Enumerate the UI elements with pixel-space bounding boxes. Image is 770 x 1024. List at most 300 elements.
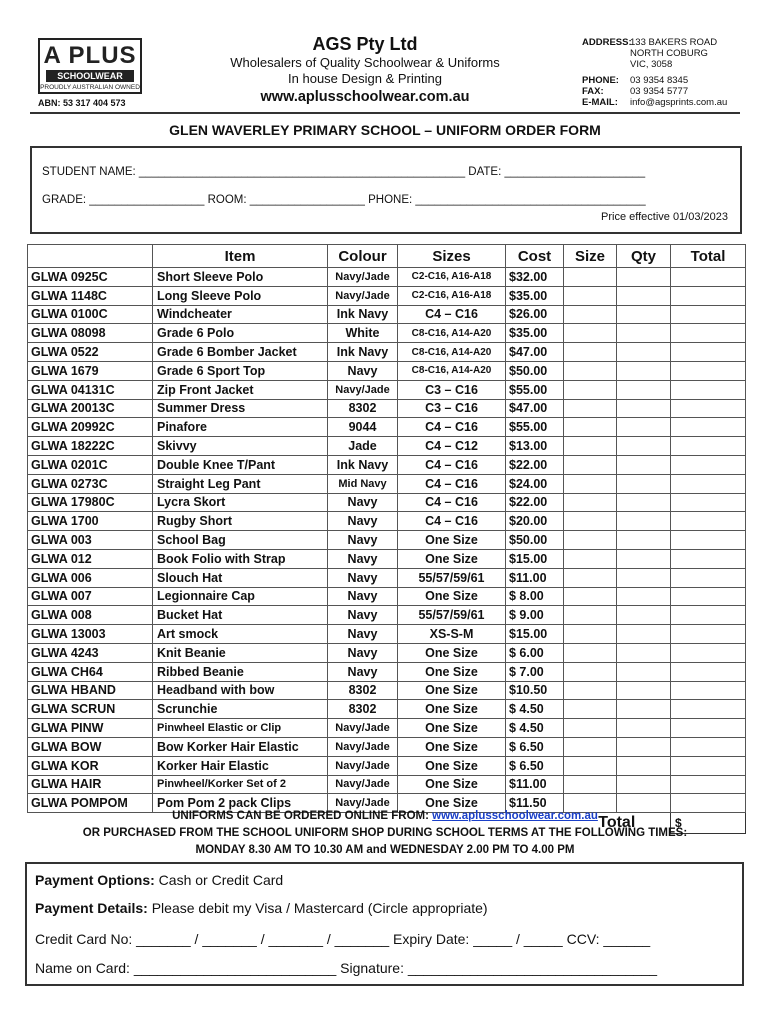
item-name: Pinwheel Elastic or Clip bbox=[153, 719, 328, 738]
item-code: GLWA 4243 bbox=[28, 643, 153, 662]
email-label: E-MAIL: bbox=[582, 97, 618, 108]
item-sizes: One Size bbox=[398, 737, 506, 756]
header-qty: Qty bbox=[617, 245, 671, 268]
item-code: GLWA POMPOM bbox=[28, 794, 153, 813]
item-code: GLWA 012 bbox=[28, 549, 153, 568]
item-cost: $22.00 bbox=[506, 455, 564, 474]
item-colour: 9044 bbox=[328, 418, 398, 437]
item-cost: $32.00 bbox=[506, 268, 564, 287]
size-entry[interactable] bbox=[564, 568, 617, 587]
item-name: Pinwheel/Korker Set of 2 bbox=[153, 775, 328, 794]
table-row bbox=[28, 493, 746, 512]
item-colour: White bbox=[328, 324, 398, 343]
table-row bbox=[28, 305, 746, 324]
item-colour: Navy/Jade bbox=[328, 756, 398, 775]
item-code: GLWA 007 bbox=[28, 587, 153, 606]
qty-entry[interactable] bbox=[617, 437, 671, 456]
item-name: Ribbed Beanie bbox=[153, 662, 328, 681]
table-row bbox=[28, 737, 746, 756]
size-entry[interactable] bbox=[564, 775, 617, 794]
item-sizes: C4 – C16 bbox=[398, 305, 506, 324]
total-entry[interactable] bbox=[671, 493, 746, 512]
qty-entry[interactable] bbox=[617, 719, 671, 738]
grand-total-label: Total bbox=[598, 814, 636, 832]
contact-block bbox=[582, 37, 727, 108]
student-details-box bbox=[30, 146, 742, 234]
item-name: School Bag bbox=[153, 531, 328, 550]
item-sizes: C3 – C16 bbox=[398, 399, 506, 418]
total-entry[interactable] bbox=[671, 606, 746, 625]
table-row bbox=[28, 380, 746, 399]
company-website: www.aplusschoolwear.com.au bbox=[260, 89, 470, 105]
table-row bbox=[28, 700, 746, 719]
header-cost: Cost bbox=[506, 245, 564, 268]
item-colour: Navy bbox=[328, 606, 398, 625]
total-entry[interactable] bbox=[671, 531, 746, 550]
qty-entry[interactable] bbox=[617, 531, 671, 550]
total-entry[interactable] bbox=[671, 737, 746, 756]
item-colour: Navy bbox=[328, 662, 398, 681]
item-cost: $ 6.00 bbox=[506, 643, 564, 662]
item-code: GLWA KOR bbox=[28, 756, 153, 775]
qty-entry[interactable] bbox=[617, 474, 671, 493]
item-colour: 8302 bbox=[328, 399, 398, 418]
company-heading bbox=[200, 34, 530, 105]
item-cost: $24.00 bbox=[506, 474, 564, 493]
qty-entry[interactable] bbox=[617, 305, 671, 324]
item-name: Skivvy bbox=[153, 437, 328, 456]
qty-entry[interactable] bbox=[617, 455, 671, 474]
item-sizes: C8-C16, A14-A20 bbox=[398, 343, 506, 362]
payment-options-value: Cash or Credit Card bbox=[154, 872, 284, 888]
item-name: Knit Beanie bbox=[153, 643, 328, 662]
item-code: GLWA 0100C bbox=[28, 305, 153, 324]
item-colour: Jade bbox=[328, 437, 398, 456]
total-entry[interactable] bbox=[671, 380, 746, 399]
ordering-notice bbox=[0, 808, 770, 859]
header-size: Size bbox=[564, 245, 617, 268]
item-sizes: C8-C16, A14-A20 bbox=[398, 324, 506, 343]
item-cost: $55.00 bbox=[506, 418, 564, 437]
item-cost: $ 6.50 bbox=[506, 737, 564, 756]
size-entry[interactable] bbox=[564, 268, 617, 287]
size-entry[interactable] bbox=[564, 343, 617, 362]
item-cost: $50.00 bbox=[506, 531, 564, 550]
size-entry[interactable] bbox=[564, 625, 617, 644]
item-sizes: C4 – C16 bbox=[398, 512, 506, 531]
fax-number: 03 9354 5777 bbox=[630, 86, 689, 97]
total-entry[interactable] bbox=[671, 474, 746, 493]
item-name: Double Knee T/Pant bbox=[153, 455, 328, 474]
item-code: GLWA 003 bbox=[28, 531, 153, 550]
fax-label: FAX: bbox=[582, 86, 604, 97]
size-entry[interactable] bbox=[564, 305, 617, 324]
size-entry[interactable] bbox=[564, 643, 617, 662]
item-colour: Navy bbox=[328, 361, 398, 380]
size-entry[interactable] bbox=[564, 531, 617, 550]
item-code: GLWA 1679 bbox=[28, 361, 153, 380]
item-cost: $11.50 bbox=[506, 794, 564, 813]
size-entry[interactable] bbox=[564, 474, 617, 493]
email-address: info@agsprints.com.au bbox=[630, 97, 728, 108]
qty-entry[interactable] bbox=[617, 361, 671, 380]
item-code: GLWA CH64 bbox=[28, 662, 153, 681]
uniform-order-table bbox=[27, 244, 746, 834]
item-cost: $47.00 bbox=[506, 343, 564, 362]
item-name: Headband with bow bbox=[153, 681, 328, 700]
table-row bbox=[28, 474, 746, 493]
item-sizes: 55/57/59/61 bbox=[398, 568, 506, 587]
size-entry[interactable] bbox=[564, 719, 617, 738]
item-sizes: One Size bbox=[398, 531, 506, 550]
qty-entry[interactable] bbox=[617, 662, 671, 681]
item-code: GLWA 17980C bbox=[28, 493, 153, 512]
credit-card-line[interactable]: Credit Card No: _______ / _______ / _______ / _______ Expiry Date: _____ / _____ CCV: ______ bbox=[35, 931, 651, 947]
header-divider bbox=[30, 112, 740, 114]
item-code: GLWA 18222C bbox=[28, 437, 153, 456]
size-entry[interactable] bbox=[564, 437, 617, 456]
qty-entry[interactable] bbox=[617, 343, 671, 362]
abn-number: ABN: 53 317 404 573 bbox=[38, 98, 126, 108]
item-code: GLWA PINW bbox=[28, 719, 153, 738]
tagline-wholesale: Wholesalers of Quality Schoolwear & Uniforms bbox=[230, 55, 500, 70]
item-sizes: One Size bbox=[398, 794, 506, 813]
size-entry[interactable] bbox=[564, 549, 617, 568]
item-sizes: C4 – C16 bbox=[398, 474, 506, 493]
qty-entry[interactable] bbox=[617, 700, 671, 719]
form-title: GLEN WAVERLEY PRIMARY SCHOOL – UNIFORM ORDER FORM bbox=[169, 122, 601, 138]
item-cost: $ 4.50 bbox=[506, 719, 564, 738]
grade-room-phone-line[interactable]: GRADE: __________________ ROOM: __________________ PHONE: ____________________________________ bbox=[42, 194, 646, 206]
item-sizes: C4 – C12 bbox=[398, 437, 506, 456]
item-sizes: One Size bbox=[398, 775, 506, 794]
table-row bbox=[28, 343, 746, 362]
size-entry[interactable] bbox=[564, 662, 617, 681]
payment-box bbox=[25, 862, 744, 986]
total-entry[interactable] bbox=[671, 418, 746, 437]
shop-hours: MONDAY 8.30 AM TO 10.30 AM and WEDNESDAY 2.00 PM TO 4.00 PM bbox=[195, 844, 575, 856]
total-entry[interactable] bbox=[671, 343, 746, 362]
total-entry[interactable] bbox=[671, 662, 746, 681]
total-entry[interactable] bbox=[671, 512, 746, 531]
item-name: Straight Leg Pant bbox=[153, 474, 328, 493]
item-colour: Navy/Jade bbox=[328, 380, 398, 399]
item-name: Slouch Hat bbox=[153, 568, 328, 587]
size-entry[interactable] bbox=[564, 380, 617, 399]
size-entry[interactable] bbox=[564, 587, 617, 606]
qty-entry[interactable] bbox=[617, 568, 671, 587]
item-colour: Navy bbox=[328, 512, 398, 531]
item-cost: $ 7.00 bbox=[506, 662, 564, 681]
item-name: Long Sleeve Polo bbox=[153, 286, 328, 305]
size-entry[interactable] bbox=[564, 418, 617, 437]
grand-total-field[interactable]: $ bbox=[671, 813, 746, 834]
table-row bbox=[28, 662, 746, 681]
tagline-design: In house Design & Printing bbox=[288, 71, 442, 86]
item-cost: $26.00 bbox=[506, 305, 564, 324]
total-entry[interactable] bbox=[671, 719, 746, 738]
table-row bbox=[28, 399, 746, 418]
size-entry[interactable] bbox=[564, 737, 617, 756]
item-code: GLWA 20992C bbox=[28, 418, 153, 437]
table-row bbox=[28, 719, 746, 738]
qty-entry[interactable] bbox=[617, 775, 671, 794]
item-cost: $ 8.00 bbox=[506, 587, 564, 606]
table-row bbox=[28, 587, 746, 606]
total-entry[interactable] bbox=[671, 643, 746, 662]
item-name: Lycra Skort bbox=[153, 493, 328, 512]
table-row bbox=[28, 268, 746, 287]
total-entry[interactable] bbox=[671, 286, 746, 305]
item-code: GLWA 04131C bbox=[28, 380, 153, 399]
address-line-2: NORTH COBURG bbox=[630, 48, 708, 59]
size-entry[interactable] bbox=[564, 681, 617, 700]
item-name: Rugby Short bbox=[153, 512, 328, 531]
header-code bbox=[28, 245, 153, 268]
qty-entry[interactable] bbox=[617, 587, 671, 606]
item-name: Book Folio with Strap bbox=[153, 549, 328, 568]
company-logo bbox=[38, 38, 142, 94]
table-row bbox=[28, 512, 746, 531]
total-entry[interactable] bbox=[671, 549, 746, 568]
qty-entry[interactable] bbox=[617, 493, 671, 512]
header-sizes: Sizes bbox=[398, 245, 506, 268]
size-entry[interactable] bbox=[564, 756, 617, 775]
item-name: Zip Front Jacket bbox=[153, 380, 328, 399]
item-sizes: C3 – C16 bbox=[398, 380, 506, 399]
total-entry[interactable] bbox=[671, 324, 746, 343]
item-name: Bucket Hat bbox=[153, 606, 328, 625]
item-code: GLWA 0925C bbox=[28, 268, 153, 287]
item-cost: $ 6.50 bbox=[506, 756, 564, 775]
item-sizes: One Size bbox=[398, 587, 506, 606]
table-row bbox=[28, 286, 746, 305]
item-name: Art smock bbox=[153, 625, 328, 644]
header-item: Item bbox=[153, 245, 328, 268]
item-name: Windcheater bbox=[153, 305, 328, 324]
total-entry[interactable] bbox=[671, 399, 746, 418]
table-row bbox=[28, 418, 746, 437]
item-name: Pinafore bbox=[153, 418, 328, 437]
item-sizes: C2-C16, A16-A18 bbox=[398, 286, 506, 305]
size-entry[interactable] bbox=[564, 455, 617, 474]
size-entry[interactable] bbox=[564, 700, 617, 719]
item-colour: Ink Navy bbox=[328, 305, 398, 324]
header-total: Total bbox=[671, 245, 746, 268]
item-colour: Navy/Jade bbox=[328, 719, 398, 738]
size-entry[interactable] bbox=[564, 399, 617, 418]
item-code: GLWA BOW bbox=[28, 737, 153, 756]
phone-label: PHONE: bbox=[582, 75, 619, 86]
item-sizes: C4 – C16 bbox=[398, 493, 506, 512]
qty-entry[interactable] bbox=[617, 643, 671, 662]
size-entry[interactable] bbox=[564, 324, 617, 343]
total-entry[interactable] bbox=[671, 268, 746, 287]
logo-sub-text: PROUDLY AUSTRALIAN OWNED bbox=[40, 84, 140, 91]
item-code: GLWA HAIR bbox=[28, 775, 153, 794]
table-row bbox=[28, 455, 746, 474]
payment-details-value[interactable]: Please debit my Visa / Mastercard (Circle appropriate) bbox=[147, 900, 488, 916]
size-entry[interactable] bbox=[564, 493, 617, 512]
phone-number: 03 9354 8345 bbox=[630, 75, 689, 86]
item-name: Bow Korker Hair Elastic bbox=[153, 737, 328, 756]
shop-hours-intro: OR PURCHASED FROM THE SCHOOL UNIFORM SHOP DURING SCHOOL TERMS AT THE FOLLOWING TIMES: bbox=[82, 827, 688, 839]
total-entry[interactable] bbox=[671, 305, 746, 324]
item-cost: $10.50 bbox=[506, 681, 564, 700]
item-code: GLWA 13003 bbox=[28, 625, 153, 644]
total-entry[interactable] bbox=[671, 437, 746, 456]
item-cost: $55.00 bbox=[506, 380, 564, 399]
table-row bbox=[28, 643, 746, 662]
table-row bbox=[28, 361, 746, 380]
item-cost: $35.00 bbox=[506, 324, 564, 343]
online-order-text: UNIFORMS CAN BE ORDERED ONLINE FROM: bbox=[172, 810, 433, 822]
total-entry[interactable] bbox=[671, 700, 746, 719]
qty-entry[interactable] bbox=[617, 418, 671, 437]
total-entry[interactable] bbox=[671, 775, 746, 794]
qty-entry[interactable] bbox=[617, 512, 671, 531]
item-cost: $22.00 bbox=[506, 493, 564, 512]
size-entry[interactable] bbox=[564, 512, 617, 531]
item-code: GLWA 1700 bbox=[28, 512, 153, 531]
qty-entry[interactable] bbox=[617, 625, 671, 644]
item-cost: $ 4.50 bbox=[506, 700, 564, 719]
qty-entry[interactable] bbox=[617, 737, 671, 756]
item-colour: Navy bbox=[328, 549, 398, 568]
price-effective-date: Price effective 01/03/2023 bbox=[601, 211, 728, 223]
item-colour: 8302 bbox=[328, 700, 398, 719]
qty-entry[interactable] bbox=[617, 681, 671, 700]
table-row bbox=[28, 756, 746, 775]
student-name-date-line[interactable]: STUDENT NAME: ___________________________________________________ DATE: ______________________ bbox=[42, 166, 646, 178]
item-name: Grade 6 Sport Top bbox=[153, 361, 328, 380]
item-colour: Ink Navy bbox=[328, 343, 398, 362]
item-cost: $15.00 bbox=[506, 549, 564, 568]
item-name: Pom Pom 2 pack Clips bbox=[153, 794, 328, 813]
item-sizes: C4 – C16 bbox=[398, 455, 506, 474]
item-colour: Navy/Jade bbox=[328, 737, 398, 756]
item-code: GLWA 008 bbox=[28, 606, 153, 625]
item-name: Grade 6 Polo bbox=[153, 324, 328, 343]
address-line-3: VIC, 3058 bbox=[630, 59, 673, 70]
payment-options-label: Payment Options: bbox=[35, 872, 155, 888]
logo-band-text: SCHOOLWEAR bbox=[46, 70, 134, 82]
table-row bbox=[28, 324, 746, 343]
online-order-link[interactable]: www.aplusschoolwear.com.au bbox=[432, 810, 598, 822]
table-header-row bbox=[28, 245, 746, 268]
item-name: Grade 6 Bomber Jacket bbox=[153, 343, 328, 362]
item-code: GLWA 0273C bbox=[28, 474, 153, 493]
qty-entry[interactable] bbox=[617, 324, 671, 343]
item-cost: $20.00 bbox=[506, 512, 564, 531]
address-line-1: 133 BAKERS ROAD bbox=[630, 37, 718, 48]
size-entry[interactable] bbox=[564, 361, 617, 380]
qty-entry[interactable] bbox=[617, 380, 671, 399]
item-cost: $11.00 bbox=[506, 775, 564, 794]
item-colour: Navy bbox=[328, 493, 398, 512]
item-sizes: One Size bbox=[398, 643, 506, 662]
table-row bbox=[28, 625, 746, 644]
item-colour: Navy bbox=[328, 531, 398, 550]
item-sizes: C2-C16, A16-A18 bbox=[398, 268, 506, 287]
item-code: GLWA 20013C bbox=[28, 399, 153, 418]
qty-entry[interactable] bbox=[617, 399, 671, 418]
item-colour: Navy/Jade bbox=[328, 286, 398, 305]
header-colour: Colour bbox=[328, 245, 398, 268]
item-name: Korker Hair Elastic bbox=[153, 756, 328, 775]
table-row bbox=[28, 437, 746, 456]
table-row bbox=[28, 606, 746, 625]
table-row bbox=[28, 549, 746, 568]
item-colour: 8302 bbox=[328, 681, 398, 700]
total-entry[interactable] bbox=[671, 756, 746, 775]
name-signature-line[interactable]: Name on Card: __________________________ Signature: ________________________________ bbox=[35, 960, 658, 976]
item-cost: $13.00 bbox=[506, 437, 564, 456]
total-entry[interactable] bbox=[671, 681, 746, 700]
item-colour: Navy bbox=[328, 568, 398, 587]
item-sizes: One Size bbox=[398, 719, 506, 738]
qty-entry[interactable] bbox=[617, 268, 671, 287]
item-code: GLWA 0522 bbox=[28, 343, 153, 362]
size-entry[interactable] bbox=[564, 606, 617, 625]
item-sizes: One Size bbox=[398, 681, 506, 700]
item-code: GLWA HBAND bbox=[28, 681, 153, 700]
item-code: GLWA 08098 bbox=[28, 324, 153, 343]
item-sizes: XS-S-M bbox=[398, 625, 506, 644]
item-sizes: 55/57/59/61 bbox=[398, 606, 506, 625]
table-row bbox=[28, 681, 746, 700]
item-colour: Navy bbox=[328, 643, 398, 662]
company-name: AGS Pty Ltd bbox=[312, 34, 418, 54]
address-label: ADDRESS: bbox=[582, 37, 632, 48]
item-colour: Navy/Jade bbox=[328, 775, 398, 794]
item-code: GLWA 0201C bbox=[28, 455, 153, 474]
item-sizes: One Size bbox=[398, 700, 506, 719]
total-entry[interactable] bbox=[671, 361, 746, 380]
qty-entry[interactable] bbox=[617, 756, 671, 775]
total-entry[interactable] bbox=[671, 625, 746, 644]
table-row bbox=[28, 568, 746, 587]
item-sizes: One Size bbox=[398, 662, 506, 681]
qty-entry[interactable] bbox=[617, 606, 671, 625]
logo-main-text: A PLUS bbox=[43, 42, 137, 69]
item-name: Scrunchie bbox=[153, 700, 328, 719]
size-entry[interactable] bbox=[564, 286, 617, 305]
table-row bbox=[28, 775, 746, 794]
item-cost: $50.00 bbox=[506, 361, 564, 380]
item-colour: Ink Navy bbox=[328, 455, 398, 474]
item-colour: Navy/Jade bbox=[328, 794, 398, 813]
item-code: GLWA 1148C bbox=[28, 286, 153, 305]
item-cost: $11.00 bbox=[506, 568, 564, 587]
item-cost: $15.00 bbox=[506, 625, 564, 644]
item-name: Summer Dress bbox=[153, 399, 328, 418]
item-cost: $35.00 bbox=[506, 286, 564, 305]
item-sizes: C8-C16, A14-A20 bbox=[398, 361, 506, 380]
item-sizes: One Size bbox=[398, 549, 506, 568]
item-colour: Navy bbox=[328, 587, 398, 606]
item-sizes: One Size bbox=[398, 756, 506, 775]
total-entry[interactable] bbox=[671, 568, 746, 587]
total-entry[interactable] bbox=[671, 587, 746, 606]
qty-entry[interactable] bbox=[617, 549, 671, 568]
item-code: GLWA SCRUN bbox=[28, 700, 153, 719]
item-colour: Mid Navy bbox=[328, 474, 398, 493]
qty-entry[interactable] bbox=[617, 286, 671, 305]
item-sizes: C4 – C16 bbox=[398, 418, 506, 437]
item-code: GLWA 006 bbox=[28, 568, 153, 587]
total-entry[interactable] bbox=[671, 455, 746, 474]
